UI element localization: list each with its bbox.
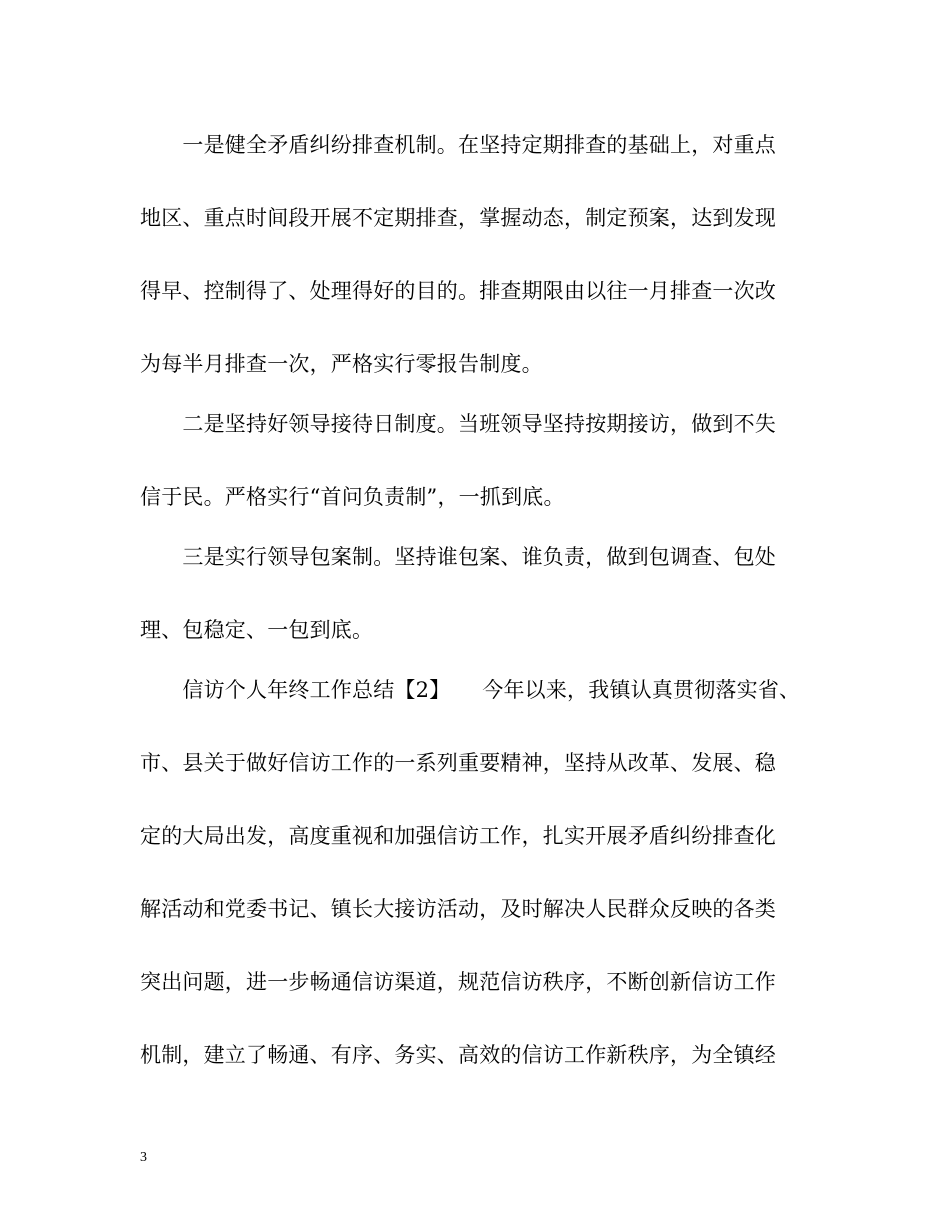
text-line: 突出问题，进一步畅通信访渠道，规范信访秩序，不断创新信访工作 bbox=[140, 970, 776, 994]
text-line: 为每半月排查一次，严格实行零报告制度。 bbox=[140, 352, 543, 376]
text-line: 地区、重点时间段开展不定期排查，掌握动态，制定预案，达到发现 bbox=[140, 206, 776, 230]
text-line: 得早、控制得了、处理得好的目的。排查期限由以往一月排查一次改 bbox=[140, 279, 776, 303]
text-line: 定的大局出发，高度重视和加强信访工作，扎实开展矛盾纠纷排查化 bbox=[140, 824, 776, 848]
text-line: 机制，建立了畅通、有序、务实、高效的信访工作新秩序，为全镇经 bbox=[140, 1043, 776, 1067]
text-line: 一是健全矛盾纠纷排查机制。在坚持定期排查的基础上，对重点 bbox=[140, 133, 776, 157]
text-line: 理、包稳定、一包到底。 bbox=[140, 618, 374, 642]
text-line: 信访个人年终工作总结【2】 今年以来，我镇认真贯彻落实省、 bbox=[140, 678, 801, 702]
text-line: 市、县关于做好信访工作的一系列重要精神，坚持从改革、发展、稳 bbox=[140, 751, 776, 775]
page-number: 3 bbox=[140, 1150, 147, 1165]
text-line: 三是实行领导包案制。坚持谁包案、谁负责，做到包调查、包处 bbox=[140, 545, 776, 569]
text-line: 二是坚持好领导接待日制度。当班领导坚持按期接访，做到不失 bbox=[140, 412, 776, 436]
text-line: 信于民。严格实行“首问负责制”，一抓到底。 bbox=[140, 485, 565, 509]
text-line: 解活动和党委书记、镇长大接访活动，及时解决人民群众反映的各类 bbox=[140, 897, 776, 921]
